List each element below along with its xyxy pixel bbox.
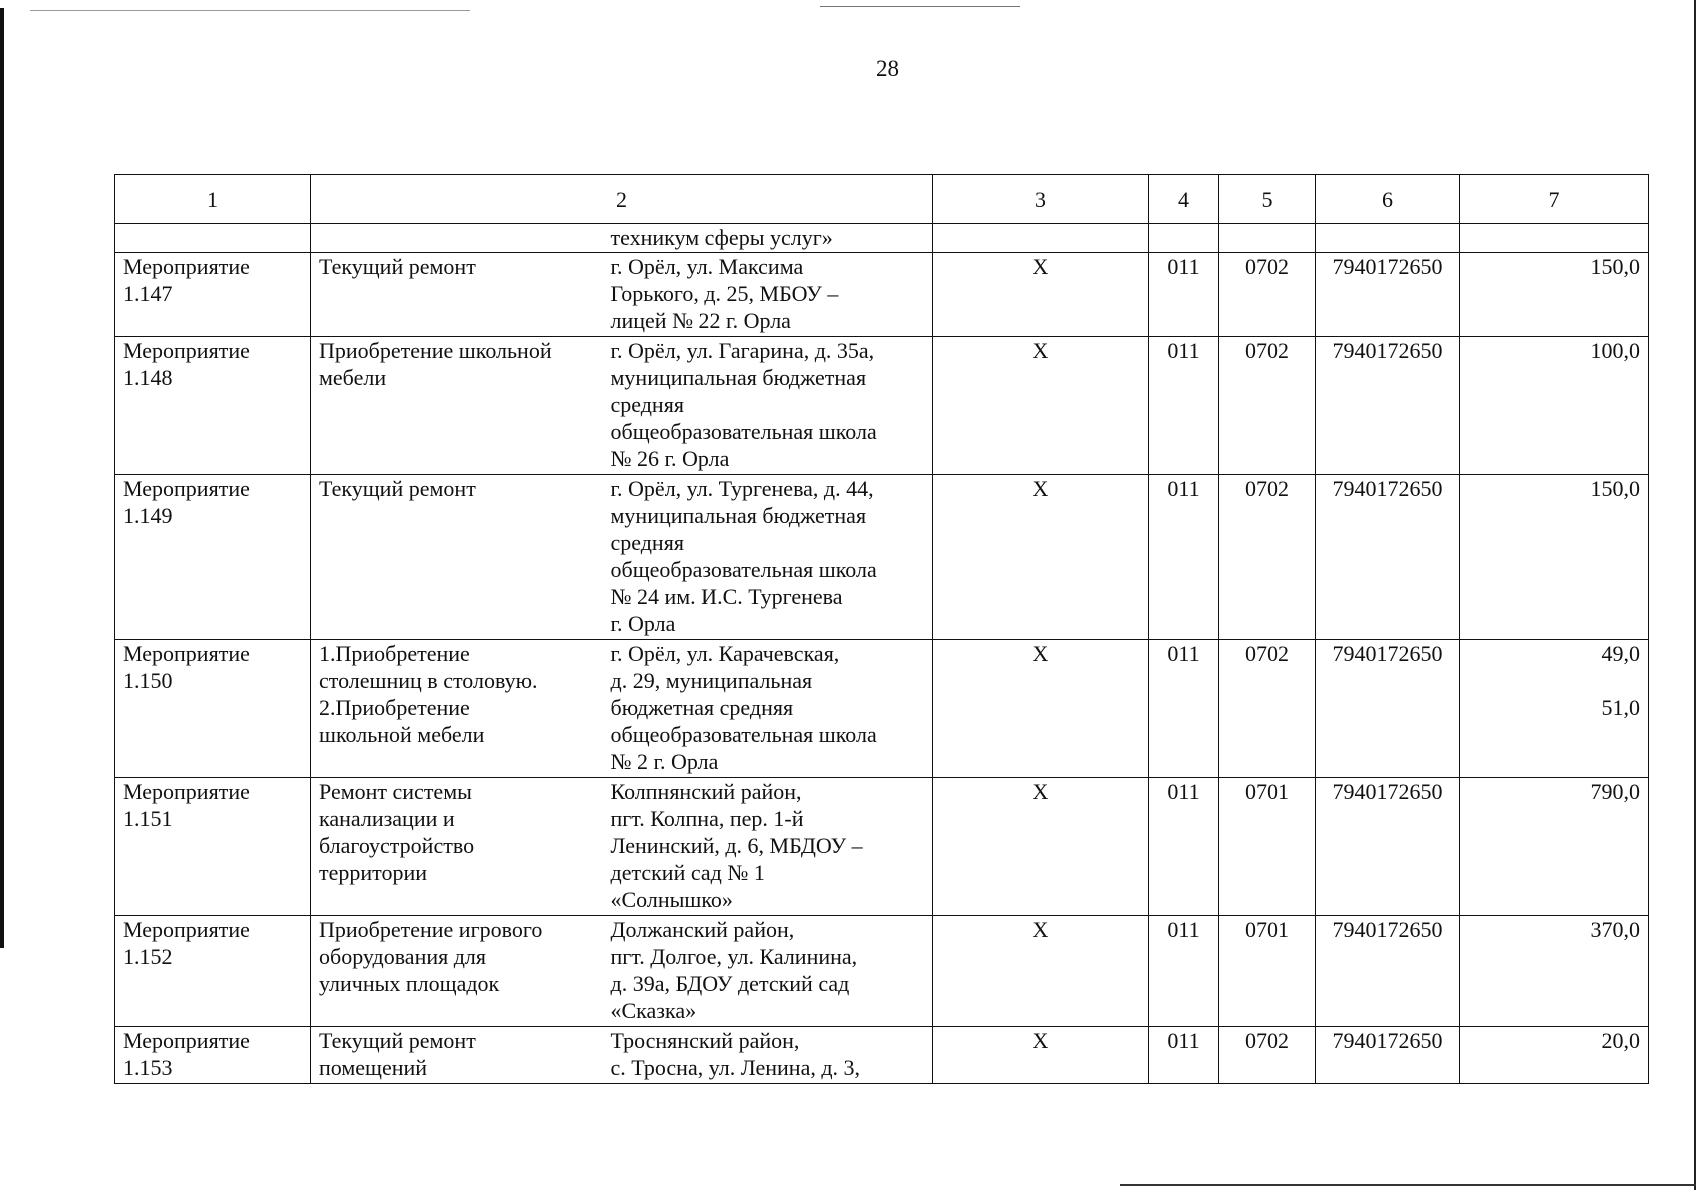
continuation-row xyxy=(115,224,1649,253)
measure-id: Мероприятие 1.152 xyxy=(115,916,311,1027)
measure-col3: Х xyxy=(933,640,1149,778)
measures-table xyxy=(114,174,1649,1084)
measure-activity: 1.Приобретение столешниц в столовую. 2.Приобретение школьной мебели xyxy=(311,640,603,778)
measure-col7: 370,0 xyxy=(1460,916,1649,1027)
measure-col5: 0701 xyxy=(1219,916,1316,1027)
measure-address: Должанский район, пгт. Долгое, ул. Калинина, д. 39а, БДОУ детский сад «Сказка» xyxy=(603,916,933,1027)
header-col-6: 6 xyxy=(1316,175,1460,224)
measure-id: Мероприятие 1.150 xyxy=(115,640,311,778)
measure-col3: Х xyxy=(933,253,1149,337)
measure-activity: Текущий ремонт xyxy=(311,253,603,337)
table-row xyxy=(115,253,1649,337)
page-number: 28 xyxy=(876,56,899,81)
table-row xyxy=(115,475,1649,640)
table-row xyxy=(115,916,1649,1027)
measure-id: Мероприятие 1.151 xyxy=(115,778,311,916)
scan-edge-bottom xyxy=(1120,1184,1696,1186)
scan-artifact-top-2 xyxy=(820,6,1020,7)
measure-address: г. Орёл, ул. Максима Горького, д. 25, МБОУ – лицей № 22 г. Орла xyxy=(603,253,933,337)
measure-activity: Приобретение игрового оборудования для уличных площадок xyxy=(311,916,603,1027)
measure-activity: Текущий ремонт помещений xyxy=(311,1027,603,1084)
measure-col7: 790,0 xyxy=(1460,778,1649,916)
header-col-2: 2 xyxy=(311,175,933,224)
measure-id: Мероприятие 1.149 xyxy=(115,475,311,640)
measure-col4: 011 xyxy=(1149,253,1219,337)
measure-col3: Х xyxy=(933,778,1149,916)
table-row xyxy=(115,778,1649,916)
measure-col4: 011 xyxy=(1149,1027,1219,1084)
measure-col5: 0702 xyxy=(1219,475,1316,640)
measure-col4: 011 xyxy=(1149,916,1219,1027)
continuation-text: техникум сферы услуг» xyxy=(603,224,933,253)
header-col-3: 3 xyxy=(933,175,1149,224)
measure-col7: 150,0 xyxy=(1460,253,1649,337)
measure-col7: 100,0 xyxy=(1460,337,1649,475)
measure-activity: Приобретение школьной мебели xyxy=(311,337,603,475)
measure-col6: 7940172650 xyxy=(1316,475,1460,640)
measure-col3: Х xyxy=(933,475,1149,640)
measure-col4: 011 xyxy=(1149,640,1219,778)
measure-col3: Х xyxy=(933,1027,1149,1084)
measure-col6: 7940172650 xyxy=(1316,337,1460,475)
measure-col4: 011 xyxy=(1149,337,1219,475)
measure-address: г. Орёл, ул. Тургенева, д. 44, муниципальная бюджетная средняя общеобразовательная школа № 24 им. И.С. Тургенева г. Орла xyxy=(603,475,933,640)
measure-col6: 7940172650 xyxy=(1316,1027,1460,1084)
measure-col6: 7940172650 xyxy=(1316,253,1460,337)
measure-col5: 0702 xyxy=(1219,253,1316,337)
measure-activity: Ремонт системы канализации и благоустройство территории xyxy=(311,778,603,916)
header-col-1: 1 xyxy=(115,175,311,224)
measure-address: Троснянский район, с. Тросна, ул. Ленина, д. 3, xyxy=(603,1027,933,1084)
table-row xyxy=(115,640,1649,778)
measure-id: Мероприятие 1.147 xyxy=(115,253,311,337)
measure-col6: 7940172650 xyxy=(1316,640,1460,778)
measure-address: г. Орёл, ул. Карачевская, д. 29, муниципальная бюджетная средняя общеобразовательная школа № 2 г. Орла xyxy=(603,640,933,778)
measure-activity: Текущий ремонт xyxy=(311,475,603,640)
measure-col7: 150,0 xyxy=(1460,475,1649,640)
measure-col7: 20,0 xyxy=(1460,1027,1649,1084)
measure-col4: 011 xyxy=(1149,475,1219,640)
measure-col5: 0702 xyxy=(1219,640,1316,778)
measure-col5: 0702 xyxy=(1219,1027,1316,1084)
header-col-5: 5 xyxy=(1219,175,1316,224)
measure-address: г. Орёл, ул. Гагарина, д. 35а, муниципальная бюджетная средняя общеобразовательная школа № 26 г. Орла xyxy=(603,337,933,475)
measure-col6: 7940172650 xyxy=(1316,916,1460,1027)
measure-col5: 0701 xyxy=(1219,778,1316,916)
measure-id: Мероприятие 1.153 xyxy=(115,1027,311,1084)
scan-artifact-top xyxy=(30,10,470,11)
measure-col3: Х xyxy=(933,337,1149,475)
measure-col3: Х xyxy=(933,916,1149,1027)
measure-col5: 0702 xyxy=(1219,337,1316,475)
header-col-4: 4 xyxy=(1149,175,1219,224)
scan-edge-left xyxy=(0,8,4,948)
measure-col6: 7940172650 xyxy=(1316,778,1460,916)
table-row xyxy=(115,1027,1649,1084)
measure-id: Мероприятие 1.148 xyxy=(115,337,311,475)
measure-address: Колпнянский район, пгт. Колпна, пер. 1-й Ленинский, д. 6, МБДОУ – детский сад № 1 «Солнышко» xyxy=(603,778,933,916)
header-col-7: 7 xyxy=(1460,175,1649,224)
header-row xyxy=(115,175,1649,224)
measure-col7: 49,0 51,0 xyxy=(1460,640,1649,778)
table-row xyxy=(115,337,1649,475)
measure-col4: 011 xyxy=(1149,778,1219,916)
